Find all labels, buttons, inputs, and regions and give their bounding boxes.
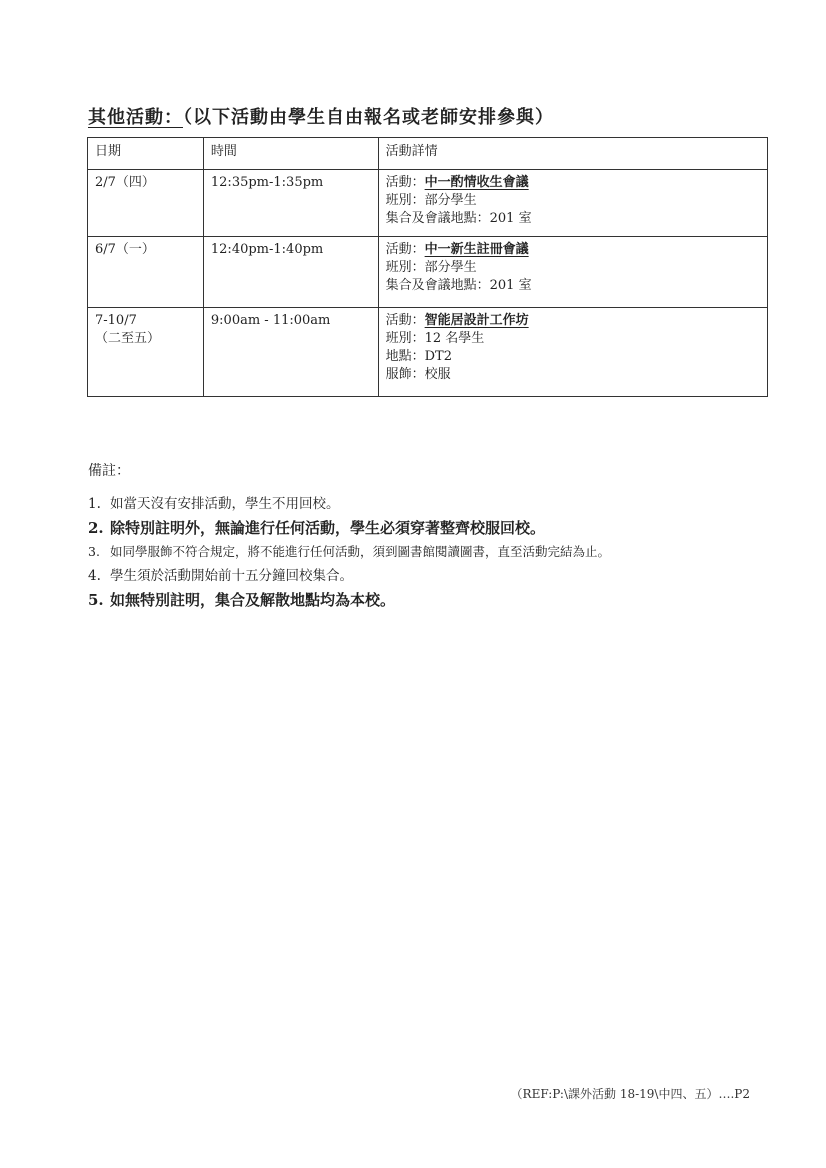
header-date: 日期 bbox=[88, 138, 204, 170]
date-weekday-range: （二至五） bbox=[95, 331, 161, 346]
section-title bbox=[88, 103, 554, 129]
footer-reference: （REF:P:\課外活動 18-19\中四、五）….P2 bbox=[510, 1087, 750, 1101]
detail-line bbox=[386, 192, 760, 210]
list-text: 如當天沒有安排活動，學生不用回校。 bbox=[110, 496, 340, 512]
detail-line bbox=[386, 259, 760, 277]
list-item bbox=[88, 540, 788, 564]
detail-label: 活動： bbox=[385, 242, 425, 257]
detail-line bbox=[386, 312, 760, 330]
detail-value: 部分學生 bbox=[424, 260, 477, 275]
detail-line bbox=[386, 330, 760, 348]
detail-value: 校服 bbox=[424, 367, 451, 382]
list-text: 如無特別註明，集合及解散地點均為本校。 bbox=[110, 591, 396, 609]
activity-name: 智能居設計工作坊 bbox=[424, 313, 529, 328]
remarks-section bbox=[88, 460, 788, 612]
detail-label: 集合及會議地點： bbox=[385, 278, 490, 293]
details-cell bbox=[378, 308, 767, 397]
detail-line bbox=[386, 277, 760, 295]
list-number: 3. bbox=[88, 544, 100, 559]
detail-line bbox=[386, 241, 760, 259]
list-item bbox=[88, 564, 788, 588]
date-cell bbox=[88, 170, 204, 237]
time-cell: 12:35pm-1:35pm bbox=[203, 170, 378, 237]
remarks-heading: 備註： bbox=[88, 463, 130, 479]
detail-label: 地點： bbox=[385, 349, 425, 364]
detail-value: 部分學生 bbox=[424, 193, 477, 208]
table-row bbox=[88, 308, 768, 397]
list-item bbox=[88, 588, 788, 612]
detail-value: 12 名學生 bbox=[424, 331, 485, 346]
activity-name: 中一新生註冊會議 bbox=[424, 242, 529, 257]
activity-name: 中一酌情收生會議 bbox=[424, 175, 529, 190]
activities-table bbox=[87, 137, 768, 397]
detail-value: DT2 bbox=[424, 349, 452, 364]
time-cell: 12:40pm-1:40pm bbox=[203, 237, 378, 308]
list-number: 2. bbox=[88, 519, 104, 537]
list-text: 如同學服飾不符合規定，將不能進行任何活動，須到圖書館閱讀圖書，直至活動完結為止。 bbox=[110, 544, 611, 559]
detail-label: 班別： bbox=[385, 331, 425, 346]
list-item bbox=[88, 492, 788, 516]
table-row bbox=[88, 237, 768, 308]
date-cell bbox=[88, 237, 204, 308]
detail-label: 班別： bbox=[385, 193, 425, 208]
detail-label: 班別： bbox=[385, 260, 425, 275]
detail-line bbox=[386, 348, 760, 366]
date-cell bbox=[88, 308, 204, 397]
date-text: 6/7（一） bbox=[95, 242, 155, 257]
detail-label: 活動： bbox=[385, 313, 425, 328]
list-number: 4. bbox=[88, 568, 101, 584]
detail-label: 集合及會議地點： bbox=[385, 211, 490, 226]
detail-label: 服飾： bbox=[385, 367, 425, 382]
detail-value: 201 室 bbox=[489, 278, 532, 293]
detail-line bbox=[386, 210, 760, 228]
list-number: 1. bbox=[88, 496, 101, 512]
list-number: 5. bbox=[88, 591, 104, 609]
detail-line bbox=[386, 174, 760, 192]
detail-value: 201 室 bbox=[489, 211, 532, 226]
section-title-label: 其他活動： bbox=[88, 107, 183, 128]
list-text: 學生須於活動開始前十五分鐘回校集合。 bbox=[110, 568, 353, 584]
details-cell bbox=[378, 237, 767, 308]
details-cell bbox=[378, 170, 767, 237]
detail-label: 活動： bbox=[385, 175, 425, 190]
detail-line bbox=[386, 366, 760, 384]
list-text: 除特別註明外，無論進行任何活動，學生必須穿著整齊校服回校。 bbox=[110, 519, 546, 537]
section-title-note: （以下活動由學生自由報名或老師安排參與） bbox=[183, 107, 554, 128]
remarks-list bbox=[88, 492, 788, 612]
date-text: 7-10/7 bbox=[95, 313, 137, 328]
list-item bbox=[88, 516, 788, 540]
header-time: 時間 bbox=[203, 138, 378, 170]
time-cell: 9:00am - 11:00am bbox=[203, 308, 378, 397]
table-header-row bbox=[88, 138, 768, 170]
header-details: 活動詳情 bbox=[378, 138, 767, 170]
date-text: 2/7（四） bbox=[95, 175, 155, 190]
table-row bbox=[88, 170, 768, 237]
